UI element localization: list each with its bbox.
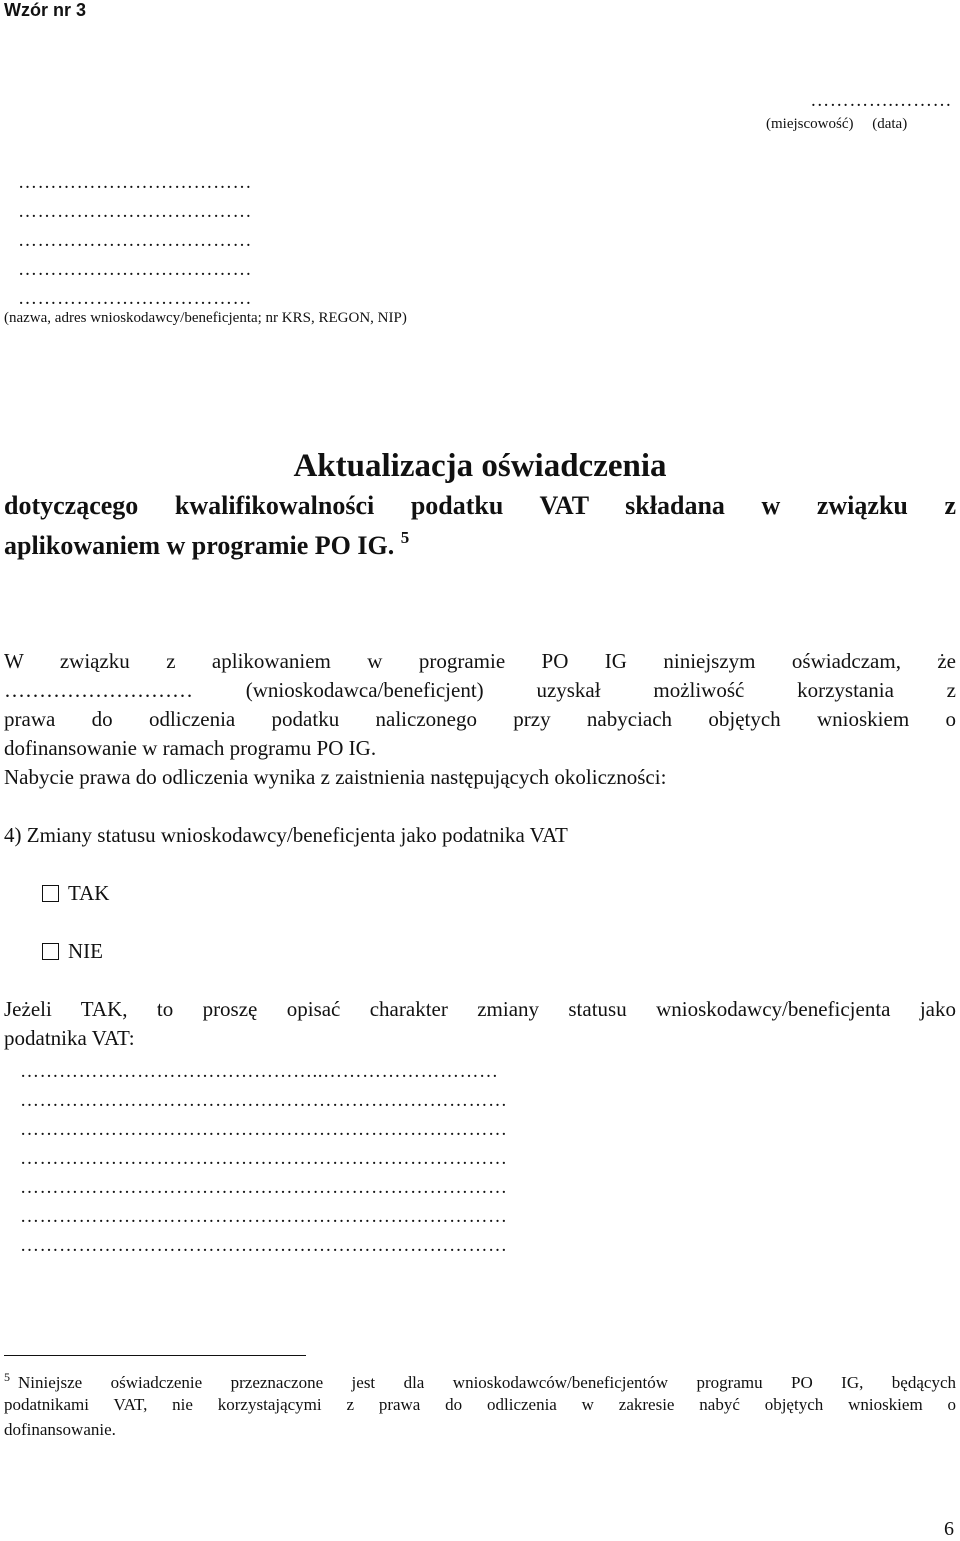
description-line-1: Jeżeli TAK, to proszę opisać charakter zmiany statusu wnioskodawcy/beneficjenta jako [4, 997, 956, 1021]
description-line-2: podatnika VAT: [4, 1026, 135, 1050]
statement-line-4: dofinansowanie w ramach programu PO IG. [4, 736, 377, 760]
address-line-3: ……………………………… [18, 230, 252, 251]
address-line-1: ……………………………… [18, 172, 252, 193]
address-line-2: ……………………………… [18, 201, 252, 222]
answer-line-4[interactable]: ………………………………………………………………… [20, 1148, 508, 1169]
answer-line-5[interactable]: ………………………………………………………………… [20, 1177, 508, 1198]
statement-line-2: ……………………… (wnioskodawca/beneficjent) uzyskał możliwość korzystania z [4, 678, 956, 702]
question-heading: 4) Zmiany statusu wnioskodawcy/beneficjenta jako podatnika VAT [4, 823, 568, 847]
date-caption: (miejscowość) (data) [766, 116, 908, 132]
footnote-line-3: dofinansowanie. [4, 1420, 116, 1439]
form-label: Wzór nr 3 [4, 0, 87, 20]
document-subtitle-line-1: dotyczącego kwalifikowalności podatku VAT składana w związku z [4, 491, 956, 520]
answer-line-7[interactable]: ………………………………………………………………… [20, 1235, 508, 1256]
option-yes[interactable] [42, 881, 109, 906]
statement-line-5: Nabycie prawa do odliczenia wynika z zaistnienia następujących okoliczności: [4, 765, 667, 789]
address-caption: (nazwa, adres wnioskodawcy/beneficjenta; nr KRS, REGON, NIP) [4, 310, 407, 326]
date-placeholder: ………….……… [810, 90, 952, 111]
statement-line-1: W związku z aplikowaniem w programie PO IG niniejszym oświadczam, że [4, 649, 956, 673]
statement-line-3: prawa do odliczenia podatku naliczonego przy nabyciach objętych wnioskiem o [4, 707, 956, 731]
footnote-number: 5 [4, 1370, 10, 1384]
option-no-label: NIE [68, 939, 103, 963]
answer-line-1[interactable]: ………………………………………..……………………… [20, 1061, 499, 1082]
answer-line-3[interactable]: ………………………………………………………………… [20, 1119, 508, 1140]
address-line-5: ……………………………… [18, 288, 252, 309]
checkbox-no[interactable] [42, 943, 59, 960]
footnote-line-2: podatnikami VAT, nie korzystającymi z prawa do odliczenia w zakresie nabyć objętych wnioskiem o [4, 1395, 956, 1414]
answer-line-6[interactable]: ………………………………………………………………… [20, 1206, 508, 1227]
document-subtitle-line-2 [4, 528, 409, 561]
document-title: Aktualizacja oświadczenia [293, 448, 667, 484]
address-line-4: ……………………………… [18, 259, 252, 280]
checkbox-yes[interactable] [42, 885, 59, 902]
option-no[interactable] [42, 939, 103, 964]
subtitle-text: aplikowaniem w programie PO IG. [4, 531, 395, 560]
option-yes-label: TAK [68, 881, 110, 905]
page-number: 6 [944, 1518, 954, 1540]
answer-line-2[interactable]: ………………………………………………………………… [20, 1090, 508, 1111]
footnote-text-1: Niniejsze oświadczenie przeznaczone jest dla wnioskodawców/beneficjentów programu PO IG, będących [18, 1373, 956, 1392]
footnote-reference: 5 [400, 528, 410, 547]
footnote-separator [4, 1355, 306, 1356]
footnote-line-1 [4, 1370, 956, 1393]
